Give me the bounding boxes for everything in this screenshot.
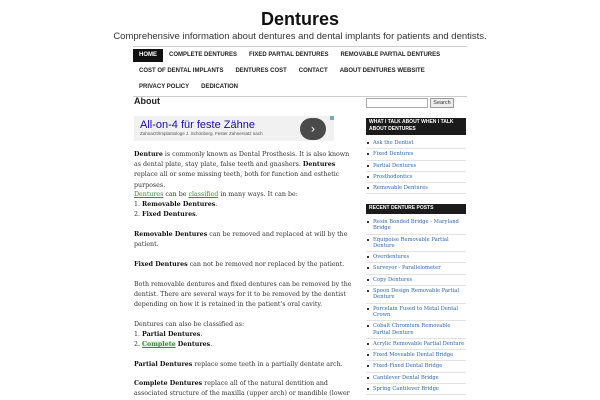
search-input[interactable] [366, 98, 428, 108]
text: can not be removed nor replaced by the patient. [187, 261, 345, 268]
list-item[interactable]: Copy Dentures [366, 275, 466, 286]
ad-subtitle: Zahnarzt/Implantologe J. Schönberg. Fester Zahnersatz nach [140, 131, 263, 136]
list-number: 2. [134, 211, 143, 219]
ad-info-icon[interactable] [330, 116, 334, 120]
paragraph [134, 360, 356, 370]
paragraph: Dentures can also be classified as: 1. Partial Dentures. 2. Complete Dentures. [134, 321, 245, 349]
text: Both removable dentures and fixed dentures can be removed by the dentist. There are several ways for it to be removed by the dentist depending on how it is retained in the patient's oral cavity. [134, 281, 352, 309]
list-item[interactable]: Partial Dentures [366, 161, 466, 172]
bold-term: Dentures [175, 341, 211, 349]
list-item[interactable]: Removable Dentures [366, 183, 466, 194]
complete-link[interactable]: Complete [142, 341, 176, 349]
nav-row [133, 80, 467, 95]
nav-fixed-partial-dentures[interactable]: FIXED PARTIAL DENTURES [249, 52, 329, 58]
list-item[interactable]: Surveyor - Parallelometer [366, 263, 466, 274]
nav-privacy-policy[interactable]: PRIVACY POLICY [139, 84, 190, 90]
nav-row [133, 64, 467, 79]
list-number: 2. [134, 341, 143, 349]
nav-home[interactable]: HOME [133, 49, 163, 62]
nav-about-dentures-website[interactable]: ABOUT DENTURES WEBSITE [339, 68, 425, 74]
paragraph [134, 260, 356, 270]
list-item[interactable]: Resin Bonded Bridge - Maryland Bridge [366, 217, 466, 235]
list-item[interactable]: Ask the Dentist [366, 138, 466, 149]
text: can be removed and replaced at will by the patient. [134, 231, 348, 249]
paragraph [134, 379, 356, 399]
list-item[interactable]: Cantilever Dental Bridge [366, 373, 466, 384]
list-number: 1. [134, 331, 143, 339]
bold-term: Removable Dentures [142, 201, 216, 209]
paragraph [134, 150, 356, 191]
text: in many ways. It can be: [218, 191, 298, 198]
bold-term: Fixed Dentures [134, 261, 188, 268]
list-item[interactable]: Spoon Design Removable Partial Denture [366, 286, 466, 304]
bold-term: Complete Dentures [134, 380, 203, 387]
list-item[interactable]: Equipoise Removable Partial Denture [366, 235, 466, 253]
main-content [134, 96, 352, 106]
recent-posts-list [366, 217, 466, 395]
list-item[interactable]: Overdentures [366, 252, 466, 263]
text: is commonly known as Dental Prosthesis. It is also known as dental plate, stay plate, false teeth and gnashers. [134, 151, 350, 169]
list-item[interactable]: Prosthodontics [366, 172, 466, 183]
bold-term: Partial Dentures [142, 331, 201, 339]
list-item[interactable]: Spring Cantilever Bridge [366, 384, 466, 395]
list-number: 1. [134, 201, 143, 209]
category-list [366, 138, 466, 194]
text: replace some teeth in a partially dentate arch. [192, 361, 343, 368]
nav-row [133, 48, 467, 63]
text: replace all or some missing teeth, both for function and esthetic purposes. [134, 171, 340, 189]
list-item[interactable]: Porcelain Fused to Metal Dental Crown [366, 304, 466, 322]
text: Dentures can also be classified as: [134, 321, 245, 328]
list-item[interactable]: Fixed Moveable Dental Bridge [366, 350, 466, 361]
list-item[interactable]: Cobalt Chromium Removable Partial Denture [366, 321, 466, 339]
widget-title: RECENT DENTURE POSTS [366, 204, 466, 214]
list-item[interactable]: Fixed-Fixed Dental Bridge [366, 361, 466, 372]
search-button[interactable]: Search [430, 98, 454, 108]
list-item[interactable]: Fixed Dentures [366, 149, 466, 160]
paragraph [134, 280, 356, 311]
bold-term: Dentures [302, 161, 336, 169]
paragraph [134, 230, 356, 250]
page-title: About [134, 96, 160, 106]
dentures-link[interactable]: Dentures [134, 191, 164, 198]
nav-contact[interactable]: CONTACT [298, 68, 328, 74]
bold-term: Removable Dentures [134, 231, 208, 238]
site-description: Comprehensive information about dentures and dental implants for patients and dentists. [113, 31, 487, 42]
list-item[interactable]: Acrylic Removable Partial Denture [366, 339, 466, 350]
paragraph: Dentures can be classified in many ways. It can be: 1. Removable Dentures. 2. Fixed Dentures. [134, 191, 298, 219]
nav-removable-partial-dentures[interactable]: REMOVABLE PARTIAL DENTURES [340, 52, 441, 58]
bold-term: Denture [134, 151, 163, 158]
classified-link[interactable]: classified [188, 191, 219, 198]
ad-title[interactable]: All-on-4 für feste Zähne [140, 119, 255, 131]
nav-dentures-cost[interactable]: DENTURES COST [235, 68, 287, 74]
nav-dedication[interactable]: DEDICATION [201, 84, 239, 90]
text: replace all of the natural dentition and associated structure of the maxilla (upper arch) or mandible (lower [134, 380, 350, 398]
nav-complete-dentures[interactable]: COMPLETE DENTURES [169, 52, 238, 58]
bold-term: Partial Dentures [134, 361, 193, 368]
text: can be [163, 191, 189, 198]
site-title[interactable]: Dentures [260, 9, 340, 29]
bold-term: Fixed Dentures [142, 211, 196, 219]
nav-cost-of-dental-implants[interactable]: COST OF DENTAL IMPLANTS [139, 68, 224, 74]
main-navigation [133, 46, 467, 97]
widget-title: WHAT I TALK ABOUT WHEN I TALK ABOUT DENTURES [366, 118, 466, 135]
ad-arrow-icon[interactable]: › [300, 118, 326, 140]
